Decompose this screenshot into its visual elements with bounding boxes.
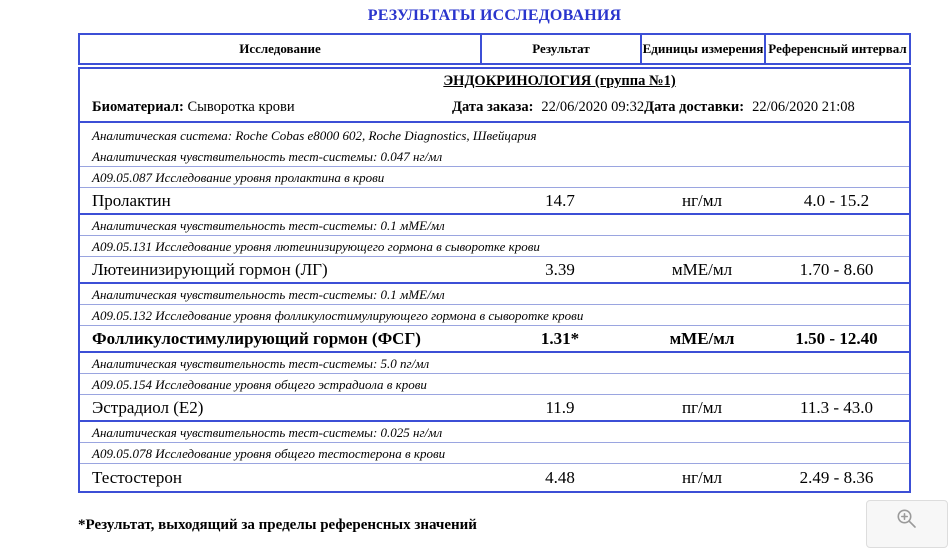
table-header-row: [78, 33, 911, 65]
test-reference: 11.3 - 43.0: [799, 397, 874, 417]
result-row-lh: [80, 257, 909, 284]
test-result: 1.31*: [540, 328, 580, 348]
result-row-fsh: [80, 326, 909, 353]
result-row-estradiol: [80, 395, 909, 422]
sensitivity-line: Аналитическая чувствительность тест-системы: 0.047 нг/мл: [80, 146, 909, 167]
column-header-reference: Референсный интервал: [764, 35, 909, 63]
test-units: мМЕ/мл: [669, 328, 735, 348]
sensitivity-line: Аналитическая чувствительность тест-системы: 5.0 пг/мл: [80, 353, 909, 374]
analytic-system-line: Аналитическая система: Roche Cobas e8000 602, Roche Diagnostics, Швейцария: [92, 128, 537, 143]
test-result: 3.39: [545, 259, 575, 279]
sensitivity-line: Аналитическая чувствительность тест-системы: 0.1 мМЕ/мл: [80, 215, 909, 236]
zoom-in-icon: [895, 507, 919, 531]
biomaterial-value: Сыворотка крови: [187, 98, 295, 115]
order-date-label: Дата заказа:: [452, 98, 534, 115]
test-units: нг/мл: [681, 190, 723, 210]
dates-cell: [452, 99, 855, 116]
page-title: РЕЗУЛЬТАТЫ ИССЛЕДОВАНИЯ: [367, 7, 622, 24]
test-name: Лютеинизирующий гормон (ЛГ): [92, 259, 328, 279]
test-name: Тестостерон: [92, 467, 182, 487]
delivery-date-label: Дата доставки:: [644, 98, 745, 115]
test-code-line: А09.05.132 Исследование уровня фолликулостимулирующего гормона в сыворотке крови: [80, 305, 909, 326]
test-result: 4.48: [545, 467, 575, 487]
column-header-units: Единицы измерения: [640, 35, 764, 63]
test-name: Пролактин: [92, 190, 171, 210]
column-header-study: Исследование: [239, 41, 321, 56]
test-reference: 1.70 - 8.60: [799, 259, 874, 279]
test-reference: 2.49 - 8.36: [799, 467, 874, 487]
sensitivity-line: Аналитическая чувствительность тест-системы: 0.1 мМЕ/мл: [80, 284, 909, 305]
test-units: мМЕ/мл: [671, 259, 733, 279]
test-result: 11.9: [545, 397, 575, 417]
result-row-testosterone: [80, 464, 909, 491]
test-reference: 1.50 - 12.40: [795, 328, 878, 348]
test-units: пг/мл: [681, 397, 723, 417]
results-table: [78, 33, 911, 493]
footnote: *Результат, выходящий за пределы референсных значений: [78, 517, 477, 533]
test-code-line: А09.05.154 Исследование уровня общего эстрадиола в крови: [80, 374, 909, 395]
delivery-date-value: 22/06/2020 21:08: [752, 98, 855, 115]
result-row-prolactin: [80, 188, 909, 215]
test-result: 14.7: [545, 190, 575, 210]
test-code-line: А09.05.087 Исследование уровня пролактина в крови: [80, 167, 909, 188]
biomaterial-cell: [80, 99, 452, 116]
sensitivity-line: Аналитическая чувствительность тест-системы: 0.025 нг/мл: [80, 422, 909, 443]
group-title: ЭНДОКРИНОЛОГИЯ (группа №1): [443, 73, 676, 89]
test-units: нг/мл: [681, 467, 723, 487]
table-body: [78, 67, 911, 493]
biomaterial-label: Биоматериал:: [92, 98, 184, 115]
column-header-result: Результат: [480, 35, 640, 63]
zoom-in-button[interactable]: [866, 500, 948, 548]
test-name: Фолликулостимулирующий гормон (ФСГ): [92, 328, 421, 348]
test-reference: 4.0 - 15.2: [803, 190, 870, 210]
test-code-line: А09.05.078 Исследование уровня общего тестостерона в крови: [80, 443, 909, 464]
order-date-value: 22/06/2020 09:32: [541, 98, 645, 115]
biomaterial-row: [80, 93, 909, 123]
test-name: Эстрадиол (Е2): [92, 397, 204, 417]
test-code-line: А09.05.131 Исследование уровня лютеинизирующего гормона в сыворотке крови: [80, 236, 909, 257]
